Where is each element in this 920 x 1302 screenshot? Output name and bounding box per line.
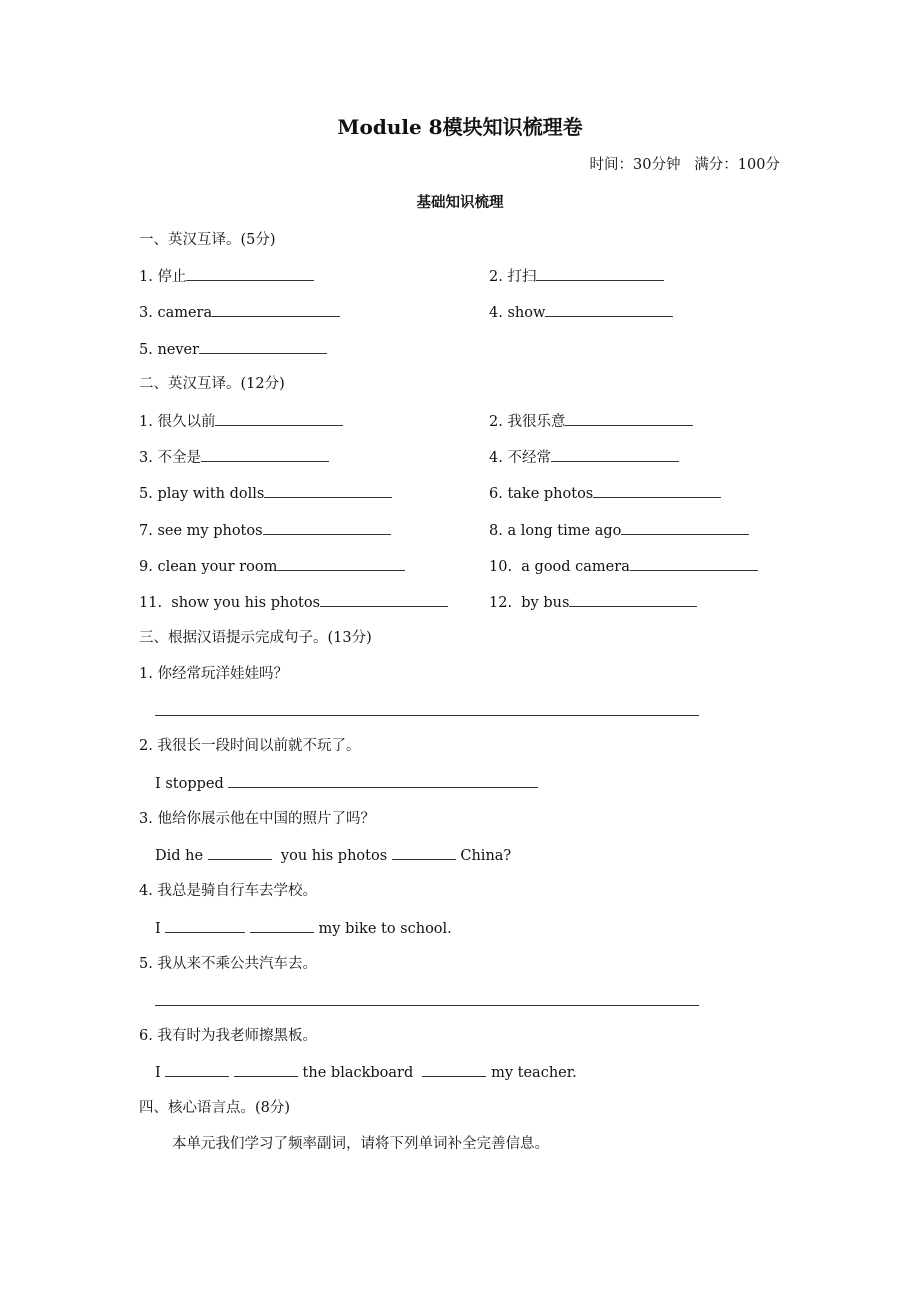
answer-blank[interactable] (250, 918, 314, 933)
s3-answer-3-part-a: Did he (155, 848, 208, 864)
s1-item-1 (139, 266, 314, 287)
s2-item-2-label: 2. 我很乐意 (489, 414, 566, 430)
section-4-heading: 四、核心语言点。(8分) (139, 1100, 291, 1116)
answer-blank[interactable] (186, 266, 314, 281)
s3-answer-line-5[interactable] (155, 1005, 699, 1006)
answer-blank[interactable] (422, 1062, 486, 1077)
s3-answer-4-part-a: I (155, 921, 166, 937)
s2-item-8 (489, 520, 749, 541)
answer-blank[interactable] (215, 411, 343, 426)
s1-item-4-label: 4. show (489, 305, 546, 321)
s3-answer-6-part-b: the blackboard (297, 1065, 423, 1081)
answer-blank[interactable] (212, 302, 340, 317)
section-group-title: 基础知识梳理 (416, 194, 504, 211)
s2-item-6-label: 6. take photos (489, 486, 594, 502)
answer-blank[interactable] (630, 556, 758, 571)
s2-item-3-label: 3. 不全是 (139, 450, 201, 466)
s2-item-11 (139, 592, 448, 613)
answer-blank[interactable] (263, 520, 391, 535)
s2-item-7 (139, 520, 391, 541)
s3-question-2: 2. 我很长一段时间以前就不玩了。 (139, 738, 361, 754)
s2-item-1 (139, 411, 343, 432)
s3-answer-3-part-b: you his photos (271, 848, 392, 864)
answer-blank[interactable] (234, 1062, 298, 1077)
answer-blank[interactable] (165, 918, 245, 933)
s1-item-2-label: 2. 打扫 (489, 269, 537, 285)
s1-item-5-label: 5. never (139, 342, 200, 358)
s2-item-8-label: 8. a long time ago (489, 523, 622, 539)
s2-item-1-label: 1. 很久以前 (139, 414, 216, 430)
s1-item-5 (139, 339, 327, 360)
s2-item-10-label: 10. a good camera (489, 559, 630, 575)
answer-blank[interactable] (545, 302, 673, 317)
s3-answer-2-prefix: I stopped (155, 776, 229, 792)
s2-item-12-label: 12. by bus (489, 595, 570, 611)
answer-blank[interactable] (565, 411, 693, 426)
s3-question-6: 6. 我有时为我老师擦黑板。 (139, 1028, 317, 1044)
answer-blank[interactable] (228, 773, 538, 788)
s2-item-2 (489, 411, 693, 432)
s3-answer-4-part-b: my bike to school. (313, 921, 452, 937)
s3-question-5: 5. 我从来不乘公共汽车去。 (139, 956, 317, 972)
s1-item-1-label: 1. 停止 (139, 269, 187, 285)
s3-question-4: 4. 我总是骑自行车去学校。 (139, 883, 317, 899)
answer-blank[interactable] (201, 447, 329, 462)
s1-item-3-label: 3. camera (139, 305, 213, 321)
s3-answer-3 (155, 845, 511, 866)
s3-question-1: 1. 你经常玩洋娃娃吗？ (139, 666, 288, 682)
s2-item-10 (489, 556, 758, 577)
page-title: Module 8模块知识梳理卷 (337, 115, 583, 139)
s2-item-6 (489, 483, 721, 504)
s2-item-12 (489, 592, 697, 613)
answer-blank[interactable] (621, 520, 749, 535)
s3-answer-6-part-a: I (155, 1065, 166, 1081)
answer-blank[interactable] (264, 483, 392, 498)
s2-item-9 (139, 556, 405, 577)
s2-item-11-label: 11. show you his photos (139, 595, 321, 611)
answer-blank[interactable] (551, 447, 679, 462)
s3-answer-6 (155, 1062, 577, 1083)
section-2-heading: 二、英汉互译。(12分) (139, 376, 285, 392)
s3-answer-4 (155, 918, 452, 939)
s3-answer-2 (155, 773, 538, 794)
s3-answer-6-part-c: my teacher. (486, 1065, 577, 1081)
s2-item-4-label: 4. 不经常 (489, 450, 551, 466)
answer-blank[interactable] (199, 339, 327, 354)
s3-answer-line-1[interactable] (155, 715, 699, 716)
answer-blank[interactable] (208, 845, 272, 860)
section-1-heading: 一、英汉互译。(5分) (139, 232, 276, 248)
s2-item-9-label: 9. clean your room (139, 559, 278, 575)
answer-blank[interactable] (536, 266, 664, 281)
s3-question-3: 3. 他给你展示他在中国的照片了吗？ (139, 811, 375, 827)
s2-item-5 (139, 483, 392, 504)
answer-blank[interactable] (277, 556, 405, 571)
answer-blank[interactable] (165, 1062, 229, 1077)
time-score-info: 时间：30分钟 满分：100分 (589, 157, 780, 173)
s1-item-3 (139, 302, 340, 323)
s2-item-7-label: 7. see my photos (139, 523, 263, 539)
answer-blank[interactable] (593, 483, 721, 498)
s2-item-5-label: 5. play with dolls (139, 486, 265, 502)
section-4-instruction: 本单元我们学习了频率副词，请将下列单词补全完善信息。 (172, 1136, 549, 1152)
section-3-heading: 三、根据汉语提示完成句子。(13分) (139, 630, 372, 646)
s3-answer-3-part-c: China? (455, 848, 512, 864)
answer-blank[interactable] (392, 845, 456, 860)
s2-item-3 (139, 447, 329, 468)
answer-blank[interactable] (320, 592, 448, 607)
s2-item-4 (489, 447, 679, 468)
s1-item-4 (489, 302, 673, 323)
s1-item-2 (489, 266, 664, 287)
answer-blank[interactable] (569, 592, 697, 607)
